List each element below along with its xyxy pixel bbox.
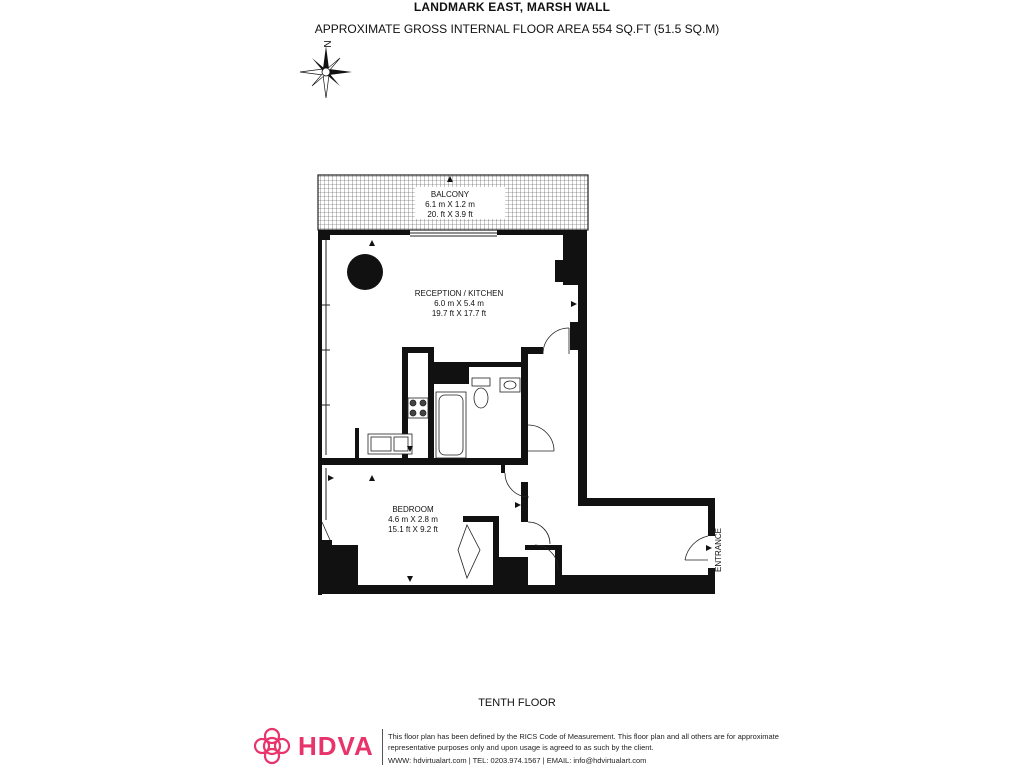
reception-imperial: 19.7 ft X 17.7 ft bbox=[431, 309, 487, 318]
floor-area-subtitle: APPROXIMATE GROSS INTERNAL FLOOR AREA 554 SQ.FT (51.5 SQ.M) bbox=[314, 22, 720, 36]
bedroom-label bbox=[388, 505, 439, 534]
reception-label bbox=[415, 289, 504, 318]
footer-divider bbox=[382, 729, 383, 765]
reception-metric: 6.0 m X 5.4 m bbox=[434, 299, 484, 308]
balcony-name: BALCONY bbox=[430, 190, 470, 199]
plan-title: LANDMARK EAST, MARSH WALL bbox=[413, 0, 611, 14]
bedroom-imperial: 15.1 ft X 9.2 ft bbox=[388, 525, 438, 534]
balcony-label bbox=[425, 190, 475, 219]
compass-north-label: N bbox=[321, 40, 332, 48]
reception-name: RECEPTION / KITCHEN bbox=[414, 289, 504, 298]
dimension-arrows bbox=[328, 240, 712, 582]
kitchen-units bbox=[368, 398, 428, 454]
column bbox=[347, 254, 383, 290]
disclaimer-line-2: representative purposes only and upon usage is agreed to as such by the client. bbox=[388, 743, 654, 752]
bathroom-fixtures bbox=[436, 378, 520, 458]
entrance-label: ENTRANCE bbox=[714, 527, 723, 573]
brand-name: HDVA bbox=[298, 731, 374, 761]
disclaimer-line-1: This floor plan has been defined by the RICS Code of Measurement. This floor plan and all others are for approximate bbox=[388, 732, 779, 741]
balcony-metric: 6.1 m X 1.2 m bbox=[425, 200, 475, 209]
compass-icon bbox=[300, 46, 352, 98]
contact-line: WWW: hdvirtualart.com | TEL: 0203.974.1567 | EMAIL: info@hdvirtualart.com bbox=[388, 756, 647, 765]
hdva-logo-icon bbox=[255, 729, 289, 763]
floor-label: TENTH FLOOR bbox=[478, 697, 556, 709]
balcony-imperial: 20. ft X 3.9 ft bbox=[427, 210, 473, 219]
bedroom-name: BEDROOM bbox=[392, 505, 434, 514]
bedroom-metric: 4.6 m X 2.8 m bbox=[388, 515, 438, 524]
